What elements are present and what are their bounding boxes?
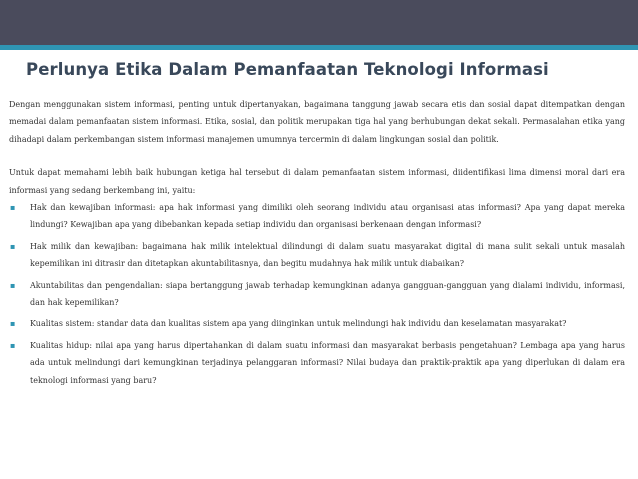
bullet-icon: ▪ bbox=[10, 319, 16, 329]
list-item bbox=[9, 199, 625, 234]
slide-title: Perlunya Etika Dalam Pemanfaatan Teknologi Informasi bbox=[26, 60, 549, 79]
list-item-text: Hak dan kewajiban informasi: apa hak informasi yang dimiliki oleh seorang individu atau organisasi atas informasi? Apa yang dapat mereka lindungi? Kewajiban apa yang dibebankan kepada setiap individu dan organisasi berkenaan dengan informasi? bbox=[30, 203, 625, 230]
list-item-text: Kualitas hidup: nilai apa yang harus dipertahankan di dalam suatu informasi dan masyarakat berbasis pengetahuan? Lembaga apa yang harus ada untuk melindungi dari kemungkinan terjadinya pelanggaran informasi? Nilai budaya dan praktik-praktik apa yang diperlukan di dalam era teknologi informasi yang baru? bbox=[30, 340, 625, 385]
header-accent-stripe bbox=[0, 45, 638, 50]
list-item-text: Kualitas sistem: standar data dan kualitas sistem apa yang diinginkan untuk melindungi hak individu dan keselamatan masyarakat? bbox=[30, 319, 567, 329]
dimensions-intro-paragraph: Untuk dapat memahami lebih baik hubungan ketiga hal tersebut di dalam pemanfaatan sistem informasi, diidentifikasi lima dimensi moral dari era informasi yang sedang berkembang ini, yaitu: bbox=[9, 168, 625, 195]
intro-paragraph: Dengan menggunakan sistem informasi, penting untuk dipertanyakan, bagaimana tanggung jawab secara etis dan sosial dapat ditempatkan dengan memadai dalam pemanfaatan sistem informasi. Etika, sosial, dan politik merupakan tiga hal yang berhubungan dekat sekali. Permasalahan etika yang dihadapi dalam perkembangan sistem informasi manajemen umumnya tercermin di dalam lingkungan sosial dan politik. bbox=[9, 100, 625, 144]
list-item bbox=[9, 337, 625, 389]
header-bar bbox=[0, 0, 638, 45]
list-item-text: Hak milik dan kewajiban: bagaimana hak milik intelektual dilindungi di dalam suatu masyarakat digital di mana sulit sekali untuk masalah kepemilikan ini ditrasir dan ditetapkan akuntabilitasnya, dan begitu mudahnya hak milik untuk diabaikan? bbox=[30, 241, 625, 269]
slide-body bbox=[9, 96, 625, 393]
list-item bbox=[9, 238, 625, 273]
paragraph-spacer bbox=[9, 148, 625, 164]
list-item bbox=[9, 315, 625, 332]
bullet-icon: ▪ bbox=[10, 280, 16, 290]
bullet-icon: ▪ bbox=[10, 241, 16, 251]
moral-dimensions-list bbox=[9, 199, 625, 389]
list-item bbox=[9, 277, 625, 312]
bullet-icon: ▪ bbox=[10, 340, 16, 350]
bullet-icon: ▪ bbox=[10, 203, 16, 213]
list-item-text: Akuntabilitas dan pengendalian: siapa bertanggung jawab terhadap kemungkinan adanya gangguan-gangguan yang dialami individu, informasi, dan hak kepemilikan? bbox=[30, 280, 625, 308]
